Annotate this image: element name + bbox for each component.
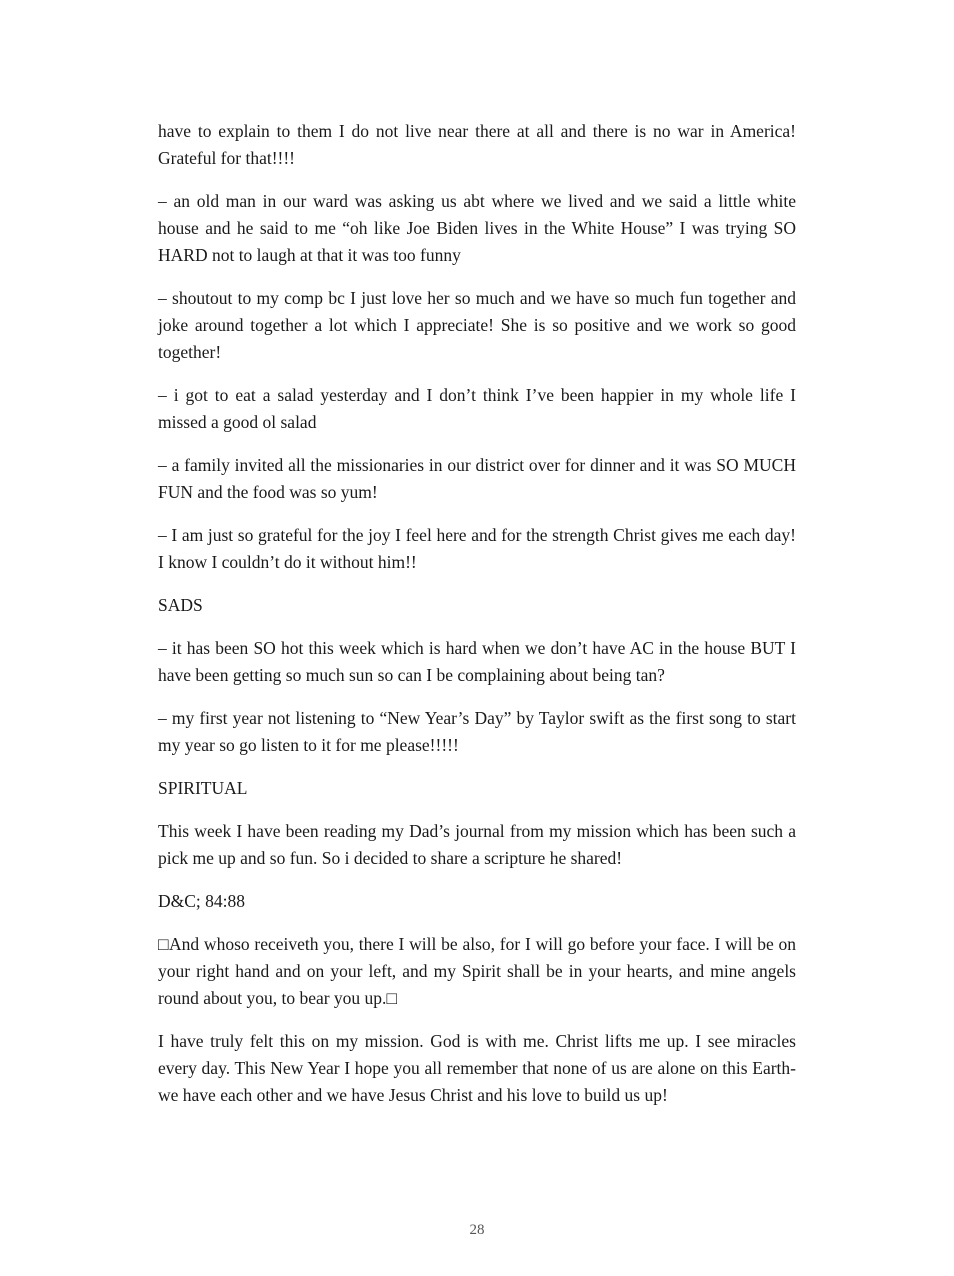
paragraph-closing: I have truly felt this on my mission. God is with me. Christ lifts me up. I see miracles every day. This New Year I hope you all remember that none of us are alone on this Earth- we have each other and we have Jesus Christ and his love to build us up! [158,1031,796,1105]
scripture-quote-text: And whoso receiveth you, there I will be also, for I will go before your face. I will be on your right hand and on your left, and my Spirit shall be in your hearts, and mine angels round about you, to bear you up. [158,934,796,1008]
paragraph-dads-journal: This week I have been reading my Dad’s journal from my mission which has been such a pick me up and so fun. So i decided to share a scripture he shared! [158,821,796,868]
section-heading-sads: SADS [158,595,203,615]
missing-glyph-close: □ [386,988,398,1008]
list-item-old-man: – an old man in our ward was asking us abt where we lived and we said a little white house and he said to me “oh like Joe Biden lives in the White House” I was trying SO HARD not to laugh at that it was too funny [158,191,796,265]
paragraph-continuation: have to explain to them I do not live near there at all and there is no war in America! Grateful for that!!!! [158,121,796,168]
list-item-salad: – i got to eat a salad yesterday and I don’t think I’ve been happier in my whole life I missed a good ol salad [158,385,796,432]
list-item-shoutout: – shoutout to my comp bc I just love her so much and we have so much fun together and joke around together a lot which I appreciate! She is so positive and we work so good together! [158,288,796,362]
list-item-grateful: – I am just so grateful for the joy I feel here and for the strength Christ gives me each day! I know I couldn’t do it without him!! [158,525,796,572]
scripture-reference: D&C; 84:88 [158,891,246,911]
missing-glyph-open: □ [158,934,169,954]
list-item-hot: – it has been SO hot this week which is hard when we don’t have AC in the house BUT I have been getting so much sun so can I be complaining about being tan? [158,638,796,685]
section-heading-spiritual: SPIRITUAL [158,778,248,798]
page-number: 28 [469,1222,485,1238]
list-item-taylor-swift: – my first year not listening to “New Year’s Day” by Taylor swift as the first song to start my year so go listen to it for me please!!!!! [158,708,796,755]
list-item-dinner: – a family invited all the missionaries in our district over for dinner and it was SO MUCH FUN and the food was so yum! [158,455,796,502]
body-text [158,118,796,1109]
scripture-quote [158,931,796,1012]
